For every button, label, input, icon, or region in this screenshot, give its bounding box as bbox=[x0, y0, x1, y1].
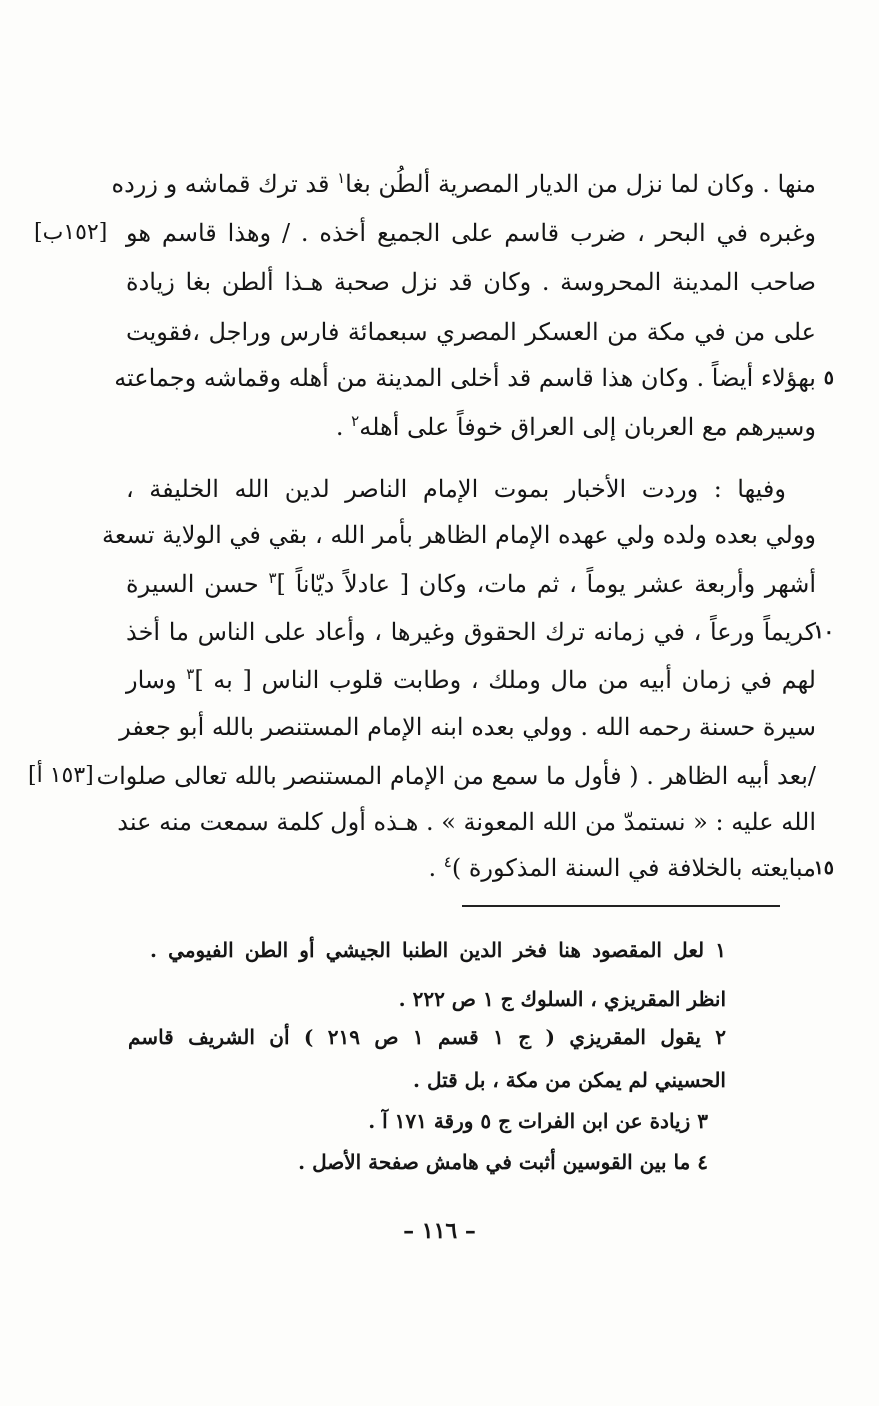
text-line-10: كريماً ورعاً ، في زمانه ترك الحقوق وغيرها ، وأعاد على الناس ما أخذ bbox=[126, 618, 816, 646]
text-line-4: على من في مكة من العسكر المصري سبعمائة فارس وراجل ،فقويت bbox=[126, 318, 816, 346]
text-line-3: صاحب المدينة المحروسة . وكان قد نزل صحبة هـذا ألطن بغا زيادة bbox=[126, 268, 816, 296]
text-line-1: منها . وكان لما نزل من الديار المصرية ألطُن بغا$^١$ قد ترك قماشه و زرده bbox=[111, 169, 816, 198]
footnote-4: ٤ ما بين القوسين أثبت في هامش صفحة الأصل . bbox=[298, 1150, 708, 1174]
footnote-divider bbox=[462, 905, 780, 907]
footnote-1-line-1: ١ لعل المقصود هنا فخر الدين الطنبا الجيشي أو الطن الفيومي . bbox=[150, 938, 726, 962]
footnote-3: ٣ زيادة عن ابن الفرات ج ٥ ورقة ١٧١ آ . bbox=[368, 1109, 708, 1133]
text-line-8: وولي بعده ولده ولي عهده الإمام الظاهر بأمر الله ، بقي في الولاية تسعة bbox=[102, 521, 816, 549]
text-line-11: لهم في زمان أبيه من مال وملك ، وطابت قلوب الناس [ به ]$^٣$ وسار bbox=[126, 665, 816, 694]
line-number-15: ١٥ bbox=[813, 857, 834, 879]
footnote-2-line-2: الحسيني لم يمكن من مكة ، بل قتل . bbox=[413, 1068, 726, 1092]
text-line-5: بهؤلاء أيضاً . وكان هذا قاسم قد أخلى المدينة من أهله وقماشه وجماعته bbox=[114, 364, 816, 392]
text-line-14: الله عليه : « نستمدّ من الله المعونة » . هـذه أول كلمة سمعت منه عند bbox=[117, 808, 816, 836]
folio-ref-152b: [١٥٢ب] bbox=[34, 220, 108, 245]
text-line-9: أشهر وأربعة عشر يوماً ، ثم مات، وكان [ عادلاً ديّاناً ]$^٣$ حسن السيرة bbox=[126, 569, 817, 598]
page-number: – ١١٦ – bbox=[403, 1218, 476, 1244]
text-line-6: وسيرهم مع العربان إلى العراق خوفاً على أهله$^٢$ . bbox=[335, 412, 816, 441]
line-number-10: ١٠ bbox=[813, 621, 834, 643]
text-line-13: /بعد أبيه الظاهر . ( فأول ما سمع من الإمام المستنصر بالله تعالى صلوات bbox=[96, 762, 816, 790]
text-line-7: وفيها : وردت الأخبار بموت الإمام الناصر لدين الله الخليفة ، bbox=[126, 475, 786, 503]
text-line-15: مبايعته بالخلافة في السنة المذكورة )$^٤$ . bbox=[428, 853, 816, 882]
footnote-1-line-2: انظر المقريزي ، السلوك ج ١ ص ٢٢٢ . bbox=[398, 987, 726, 1011]
line-number-5: ٥ bbox=[823, 367, 834, 389]
text-line-2: وغبره في البحر ، ضرب قاسم على الجميع أخذه . / وهذا قاسم هو bbox=[126, 219, 817, 247]
folio-ref-153a: [١٥٣ أ] bbox=[28, 763, 94, 788]
footnote-2-line-1: ٢ يقول المقريزي ( ج ١ قسم ١ ص ٢١٩ ) أن الشريف قاسم bbox=[128, 1025, 727, 1049]
text-line-12: سيرة حسنة رحمه الله . وولي بعده ابنه الإمام المستنصر بالله أبو جعفر bbox=[119, 713, 816, 741]
